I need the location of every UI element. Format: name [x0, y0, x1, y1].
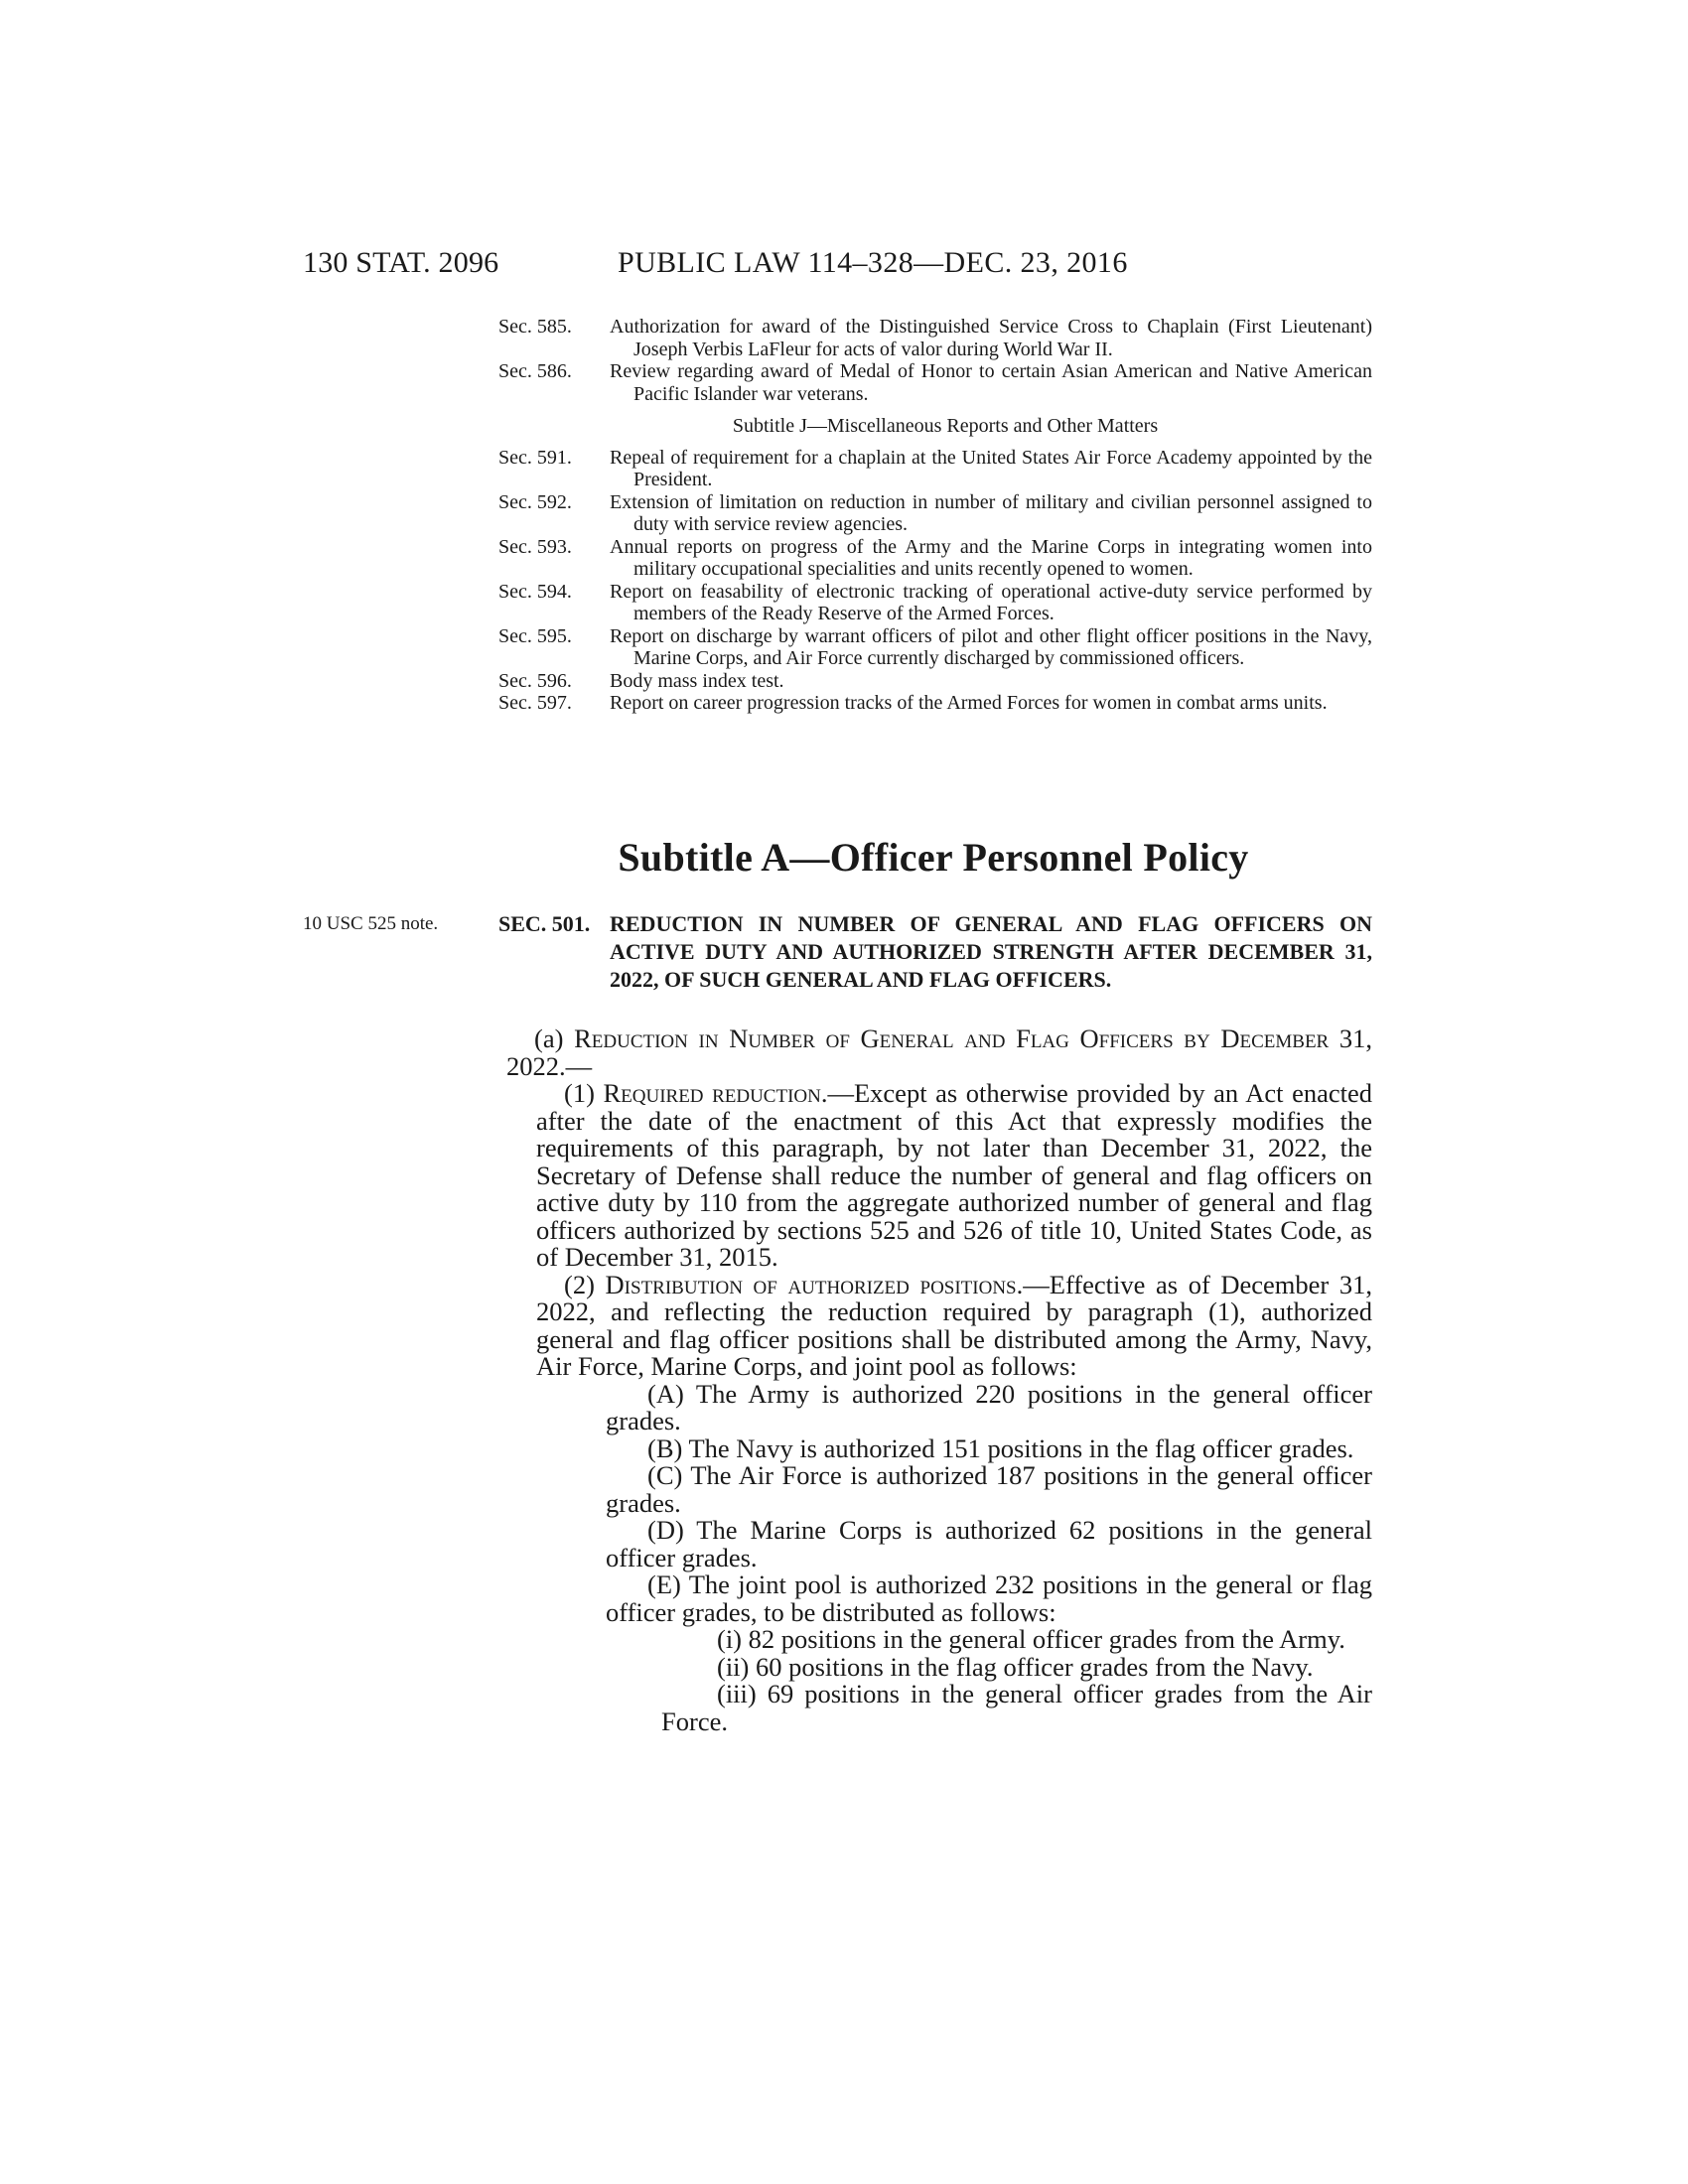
- clause-i: (i) 82 positions in the general officer grades from the Army.: [717, 1624, 1345, 1654]
- toc-entry-number: Sec. 592.: [498, 490, 572, 513]
- running-header-title: PUBLIC LAW 114–328—DEC. 23, 2016: [618, 246, 1128, 279]
- toc-entry-number: Sec. 596.: [498, 669, 572, 692]
- paragraph-1: [536, 1080, 1372, 1272]
- clause-iii: (iii) 69 positions in the general officer grades from the Air Force.: [661, 1679, 1372, 1736]
- margin-note: 10 USC 525 note.: [303, 913, 439, 934]
- toc-entry: [498, 692, 1372, 715]
- paragraph-label: (2): [564, 1269, 595, 1299]
- section-title: REDUCTION IN NUMBER OF GENERAL AND FLAG OFFICERS ON ACTIVE DUTY AND AUTHORIZED STRENGTH AFTER DECEMBER 31, 2022, OF SUCH GENERAL AND FLAG OFFICERS.: [610, 911, 1372, 992]
- subsection-heading: Reduction in Number of General and Flag Officers by December 31, 2022.: [506, 1024, 1373, 1081]
- toc-entry-text: Review regarding award of Medal of Honor to certain Asian American and Native American Pacific Islander war veterans.: [610, 360, 1372, 405]
- toc-entry-number: Sec. 586.: [498, 360, 572, 382]
- toc-entry-number: Sec. 593.: [498, 535, 572, 558]
- paragraph-heading: Distribution of authorized positions.: [605, 1269, 1024, 1299]
- section-heading: [498, 910, 1372, 994]
- subsection-a: [506, 1025, 1372, 1080]
- paragraph-text: —Except as otherwise provided by an Act enacted after the date of the enactment of this Act that expressly modifies the requirements of this paragraph, by not later than December 31, 2022, the Secretary of Defense shall reduce the number of general and flag officers on active duty by 110 from the aggregate authorized number of general and flag officers authorized by sections 525 and 526 of title 10, United States Code, as of December 31, 2015.: [536, 1078, 1373, 1272]
- toc-entry-text: Report on career progression tracks of the Armed Forces for women in combat arms units.: [610, 692, 1328, 714]
- subparagraph-a: (A) The Army is authorized 220 positions in the general officer grades.: [606, 1378, 1372, 1435]
- toc-entry: [498, 581, 1372, 625]
- toc-entry-number: Sec. 597.: [498, 692, 572, 714]
- page-reference: 130 STAT. 2096: [303, 246, 499, 279]
- toc-entry-number: Sec. 595.: [498, 624, 572, 647]
- subsection-dash: —: [565, 1050, 593, 1081]
- toc-entry-text: Body mass index test.: [610, 669, 784, 692]
- toc-entry: [498, 360, 1372, 405]
- toc-entry-text: Repeal of requirement for a chaplain at the United States Air Force Academy appointed by the President.: [610, 446, 1372, 490]
- toc-entry-text: Extension of limitation on reduction in number of military and civilian personnel assigned to duty with service review agencies.: [610, 490, 1372, 535]
- toc-entry-number: Sec. 594.: [498, 580, 572, 603]
- toc-entry: [498, 536, 1372, 581]
- subparagraph-c: (C) The Air Force is authorized 187 positions in the general officer grades.: [606, 1460, 1372, 1518]
- toc-entry-number: Sec. 591.: [498, 446, 572, 469]
- table-of-contents: [498, 316, 1372, 715]
- subtitle-heading: Subtitle A—Officer Personnel Policy: [618, 835, 1249, 880]
- toc-entry-text: Report on discharge by warrant officers of pilot and other flight officer positions in the Navy, Marine Corps, and Air Force currently discharged by commissioned officers.: [610, 624, 1372, 669]
- toc-entry: [498, 316, 1372, 360]
- toc-entry-text: Report on feasability of electronic tracking of operational active-duty service performed by members of the Ready Reserve of the Armed Forces.: [610, 580, 1372, 624]
- subparagraph-e: (E) The joint pool is authorized 232 positions in the general or flag officer grades, to be distributed as follows:: [606, 1570, 1372, 1627]
- toc-entry: [498, 491, 1372, 536]
- subparagraph-d: (D) The Marine Corps is authorized 62 positions in the general officer grades.: [606, 1515, 1372, 1572]
- toc-entry: [498, 625, 1372, 670]
- toc-entry: [498, 670, 1372, 693]
- section-number: SEC. 501.: [498, 911, 591, 936]
- section-body: [506, 1024, 1373, 1736]
- toc-subtitle-heading: Subtitle J—Miscellaneous Reports and Other Matters: [732, 415, 1159, 437]
- paragraph-heading: Required reduction.: [603, 1078, 828, 1108]
- subparagraph-b: (B) The Navy is authorized 151 positions in the flag officer grades.: [647, 1433, 1354, 1463]
- subsection-label: (a): [534, 1024, 564, 1053]
- paragraph-2: [536, 1269, 1373, 1381]
- toc-entry-text: Authorization for award of the Distinguished Service Cross to Chaplain (First Lieutenant) Joseph Verbis LaFleur for acts of valor during World War II.: [610, 316, 1372, 360]
- toc-entry: [498, 447, 1372, 491]
- paragraph-label: (1): [564, 1078, 595, 1108]
- clause-ii: (ii) 60 positions in the flag officer grades from the Navy.: [717, 1651, 1314, 1682]
- toc-entry-number: Sec. 585.: [498, 316, 572, 338]
- toc-entry-text: Annual reports on progress of the Army and the Marine Corps in integrating women into military occupational specialities and units recently opened to women.: [610, 535, 1372, 580]
- paragraph-text: —Effective as of December 31, 2022, and reflecting the reduction required by paragraph (1), authorized general and flag officer positions shall be distributed among the Army, Navy, Air Force, Marine Corps, and joint pool as follows:: [536, 1269, 1373, 1381]
